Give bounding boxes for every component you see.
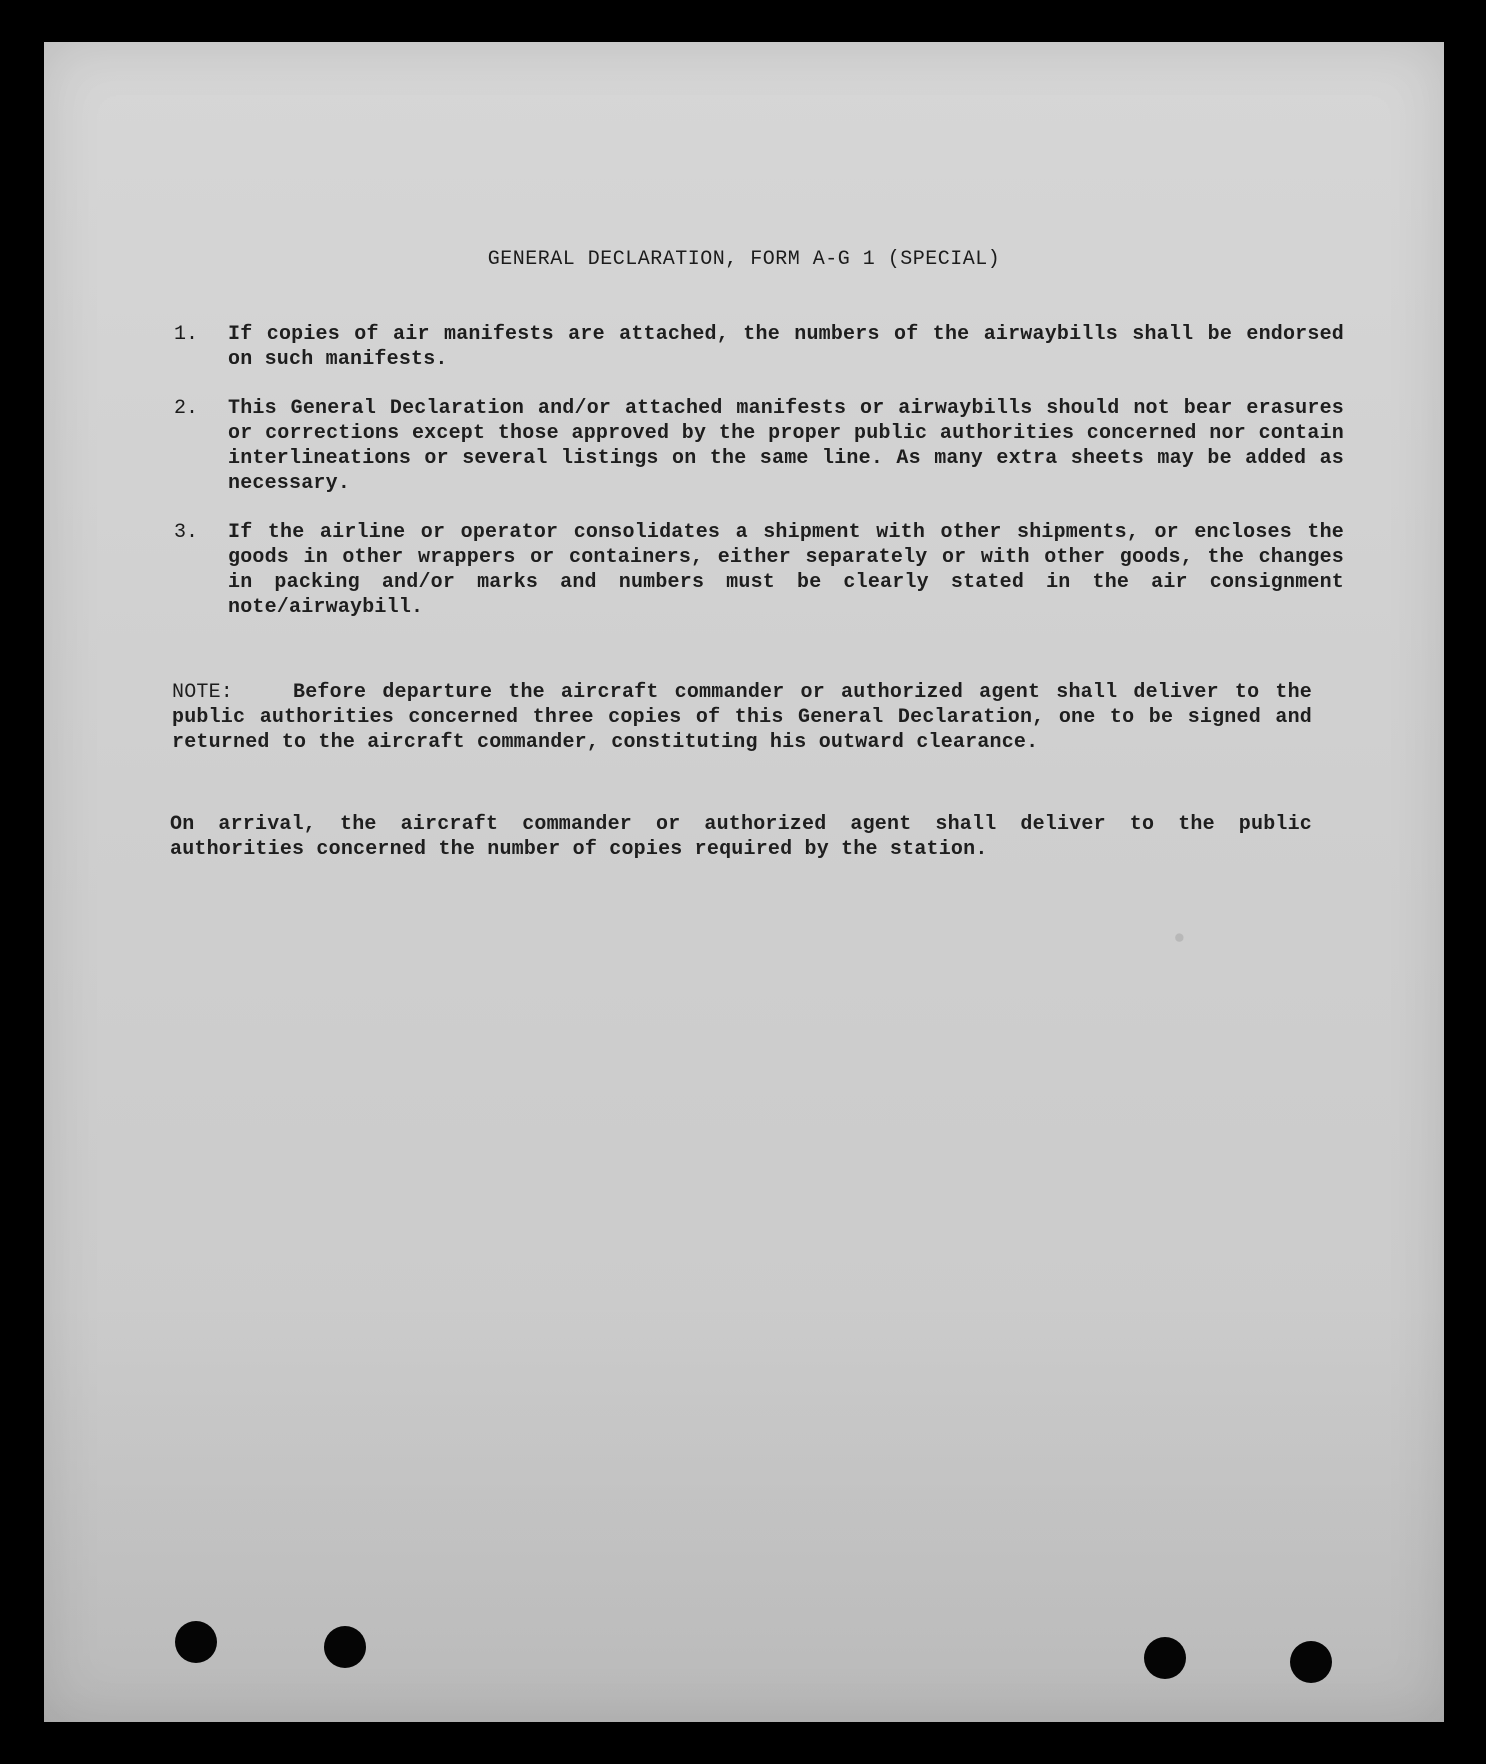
item-number: 2. <box>174 397 199 420</box>
punch-hole-icon <box>1144 1637 1186 1679</box>
punch-hole-icon <box>324 1626 366 1668</box>
punch-hole-icon <box>175 1621 217 1663</box>
item-text: If the airline or operator consolidates a shipment with other shipments, or encloses the goods in other wrappers or containers, either separately or with other goods, the changes in packing and/or marks and numbers must be clearly stated in the air consignment note/airwaybill. <box>228 521 1344 619</box>
note-label: NOTE: <box>172 681 234 704</box>
faint-stamp-mark: ∙ <box>1172 920 1187 955</box>
list-item <box>174 396 1344 496</box>
document-title: GENERAL DECLARATION, FORM A-G 1 (SPECIAL) <box>487 248 1001 271</box>
item-number: 3. <box>174 521 199 544</box>
arrival-paragraph: On arrival, the aircraft commander or authorized agent shall deliver to the public authorities concerned the number of copies required by the station. <box>170 813 1312 861</box>
item-text: If copies of air manifests are attached, the numbers of the airwaybills shall be endorsed on such manifests. <box>228 323 1344 371</box>
item-text: This General Declaration and/or attached manifests or airwaybills should not bear erasures or corrections except those approved by the proper public authorities concerned nor contain interlineations or several listings on the same line. As many extra sheets may be added as necessary. <box>228 397 1344 495</box>
instruction-list <box>174 322 1344 644</box>
list-item <box>174 322 1344 372</box>
note-text: Before departure the aircraft commander or authorized agent shall deliver to the public authorities concerned three copies of this General Declaration, one to be signed and returned to the aircraft commander, constituting his outward clearance. <box>172 681 1312 754</box>
document-page <box>44 42 1444 1722</box>
list-item <box>174 520 1344 620</box>
paper-shading <box>44 1302 1444 1722</box>
note-paragraph <box>172 680 1312 755</box>
punch-hole-icon <box>1290 1641 1332 1683</box>
item-number: 1. <box>174 323 199 346</box>
